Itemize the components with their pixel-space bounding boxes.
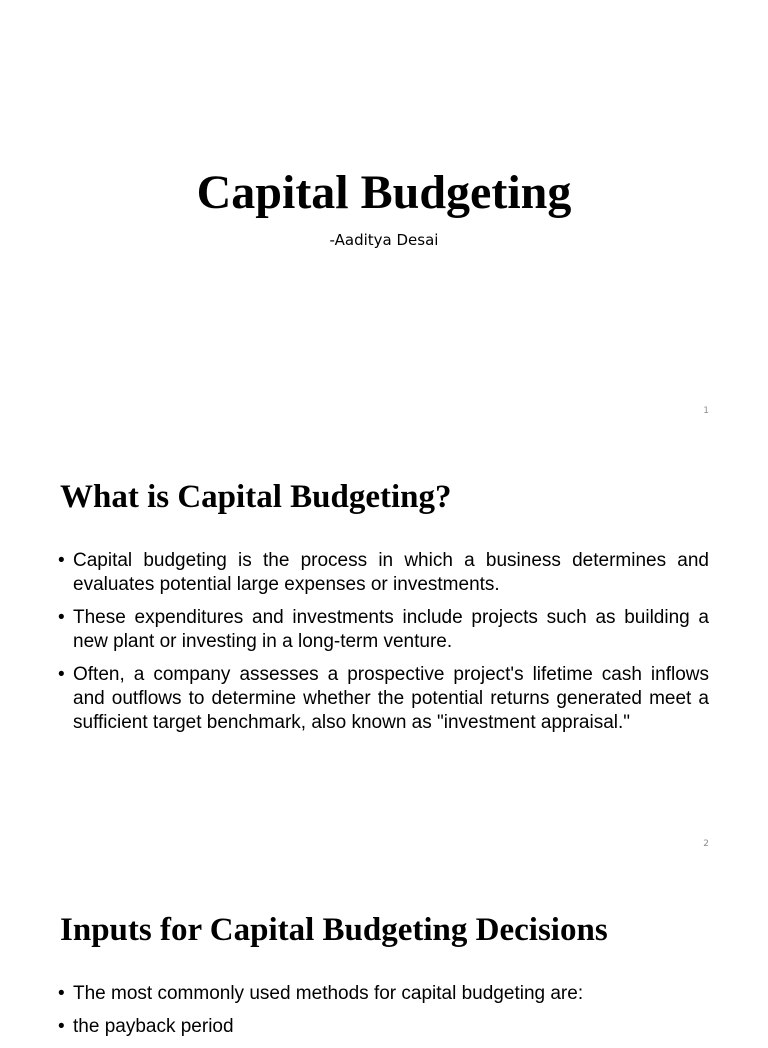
bullet-item — [58, 606, 709, 654]
bullet-item — [58, 663, 709, 735]
slide-1 — [0, 0, 768, 433]
bullet-item — [58, 1015, 709, 1039]
bullet-text: Capital budgeting is the process in which a business determines and evaluates potential large expenses or investments. — [73, 550, 709, 595]
page-number: 1 — [703, 406, 709, 416]
bullet-icon: • — [58, 607, 65, 628]
slide-heading: What is Capital Budgeting? — [60, 479, 452, 515]
bullet-item — [58, 982, 709, 1006]
bullet-list — [58, 549, 709, 744]
bullet-icon: • — [58, 664, 65, 685]
bullet-icon: • — [58, 983, 65, 1004]
slide-subtitle: -Aaditya Desai — [329, 231, 439, 249]
slide-3 — [0, 866, 768, 1037]
bullet-icon: • — [58, 1016, 65, 1037]
page-number: 2 — [703, 839, 709, 849]
slide-2 — [0, 433, 768, 866]
slide-title: Capital Budgeting — [196, 166, 572, 219]
bullet-text: Often, a company assesses a prospective project's lifetime cash inflows and outflows to determine whether the potential returns generated meet a sufficient target benchmark, also known as "investment appraisal." — [73, 664, 709, 733]
bullet-list — [58, 982, 709, 1048]
bullet-text: These expenditures and investments include projects such as building a new plant or investing in a long-term venture. — [73, 607, 709, 652]
bullet-item — [58, 549, 709, 597]
slide-heading: Inputs for Capital Budgeting Decisions — [60, 912, 608, 948]
bullet-text: The most commonly used methods for capital budgeting are: — [73, 983, 584, 1004]
bullet-text: the payback period — [73, 1016, 234, 1037]
bullet-icon: • — [58, 550, 65, 571]
